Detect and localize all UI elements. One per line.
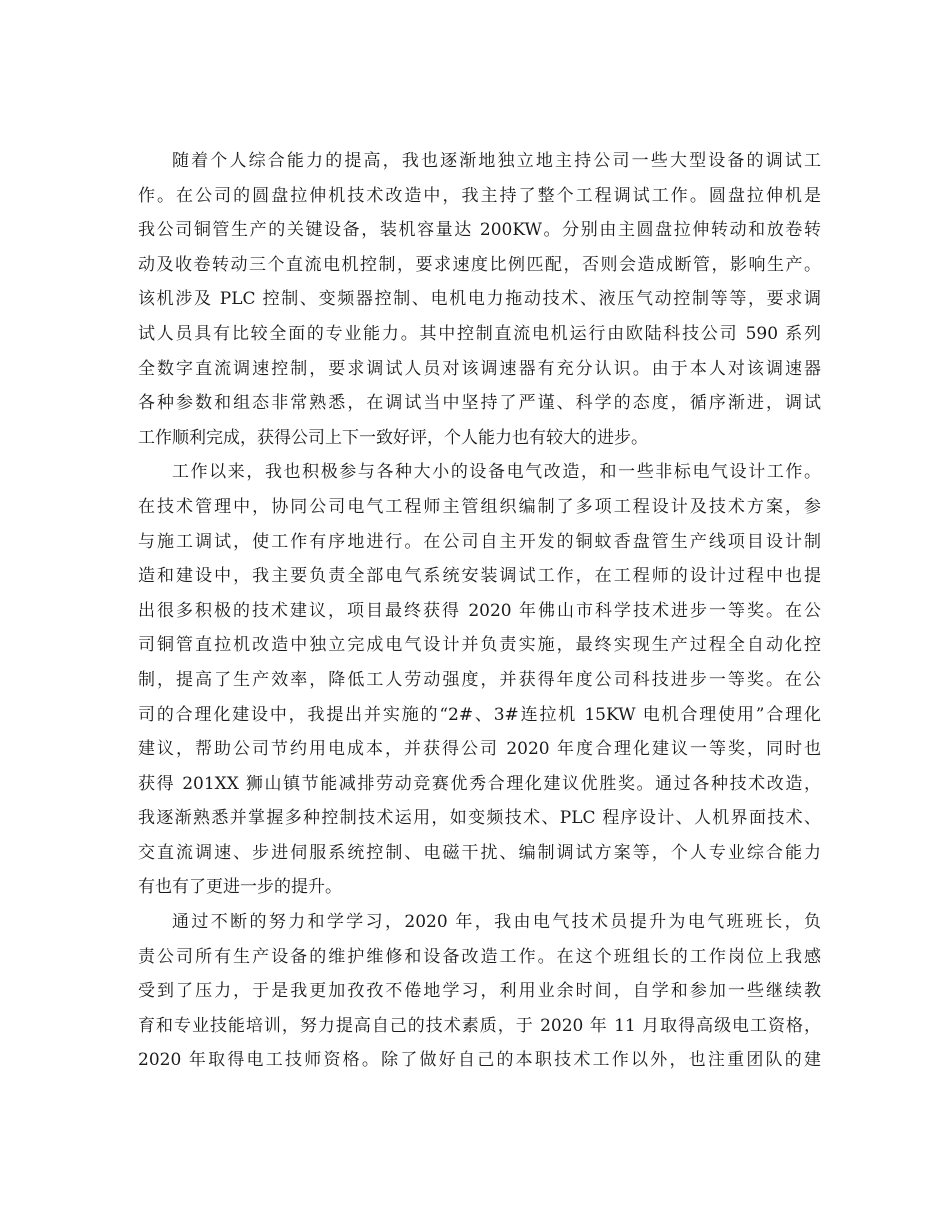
text-line: 在技术管理中，协同公司电气工程师主管组织编制了多项工程设计及技术方案，参 xyxy=(138,496,821,517)
text-line: 交直流调速、步进伺服系统控制、电磁干扰、编制调试方案等，个人专业综合能力 xyxy=(138,842,821,863)
text-line: 我公司铜管生产的关键设备，装机容量达 200KW。分别由主圆盘拉伸转动和放卷转 xyxy=(138,220,821,241)
text-line: 作。在公司的圆盘拉伸机技术改造中，我主持了整个工程调试工作。圆盘拉伸机是 xyxy=(138,185,821,206)
text-line: 建议，帮助公司节约用电成本，并获得公司 2020 年度合理化建议一等奖，同时也 xyxy=(138,739,821,760)
paragraph xyxy=(138,905,821,1078)
text-line: 出很多积极的技术建议，项目最终获得 2020 年佛山市科学技术进步一等奖。在公 xyxy=(138,600,821,621)
text-line: 有也有了更进一步的提升。 xyxy=(138,877,342,898)
text-line: 制，提高了生产效率，降低工人劳动强度，并获得年度公司科技进步一等奖。在公 xyxy=(138,669,821,690)
text-line: 通过不断的努力和学学习，2020 年，我由电气技术员提升为电气班班长，负 xyxy=(172,912,821,933)
text-line: 获得 201XX 狮山镇节能减排劳动竞赛优秀合理化建议优胜奖。通过各种技术改造， xyxy=(138,773,821,794)
text-line: 工作以来，我也积极参与各种大小的设备电气改造，和一些非标电气设计工作。 xyxy=(172,462,821,483)
paragraph xyxy=(138,144,821,455)
text-line: 2020 年取得电工技师资格。除了做好自己的本职技术工作以外，也注重团队的建 xyxy=(138,1050,821,1071)
paragraph xyxy=(138,455,821,905)
text-line: 该机涉及 PLC 控制、变频器控制、电机电力拖动技术、液压气动控制等等，要求调 xyxy=(138,289,821,310)
text-line: 造和建设中，我主要负责全部电气系统安装调试工作，在工程师的设计过程中也提 xyxy=(138,566,821,587)
text-line: 受到了压力，于是我更加孜孜不倦地学习，利用业余时间，自学和参加一些继续教 xyxy=(138,981,821,1002)
text-line: 与施工调试，使工作有序地进行。在公司自主开发的铜蚊香盘管生产线项目设计制 xyxy=(138,531,821,552)
text-line: 育和专业技能培训，努力提高自己的技术素质，于 2020 年 11 月取得高级电工资格， xyxy=(138,1015,821,1036)
text-line: 我逐渐熟悉并掌握多种控制技术运用，如变频技术、PLC 程序设计、人机界面技术、 xyxy=(138,808,821,829)
text-line: 各种参数和组态非常熟悉，在调试当中坚持了严谨、科学的态度，循序渐进，调试 xyxy=(138,393,821,414)
text-line: 司铜管直拉机改造中独立完成电气设计并负责实施，最终实现生产过程全自动化控 xyxy=(138,635,821,656)
text-line: 责公司所有生产设备的维护维修和设备改造工作。在这个班组长的工作岗位上我感 xyxy=(138,946,821,967)
text-line: 工作顺利完成，获得公司上下一致好评，个人能力也有较大的进步。 xyxy=(138,427,648,448)
text-line: 司的合理化建设中，我提出并实施的“2#、3#连拉机 15KW 电机合理使用”合理化 xyxy=(138,704,821,725)
text-line: 试人员具有比较全面的专业能力。其中控制直流电机运行由欧陆科技公司 590 系列 xyxy=(138,323,821,344)
text-line: 全数字直流调速控制，要求调试人员对该调速器有充分认识。由于本人对该调速器 xyxy=(138,358,821,379)
body-text xyxy=(138,144,821,1078)
text-line: 随着个人综合能力的提高，我也逐渐地独立地主持公司一些大型设备的调试工 xyxy=(172,151,821,171)
text-line: 动及收卷转动三个直流电机控制，要求速度比例匹配，否则会造成断管，影响生产。 xyxy=(138,254,821,275)
